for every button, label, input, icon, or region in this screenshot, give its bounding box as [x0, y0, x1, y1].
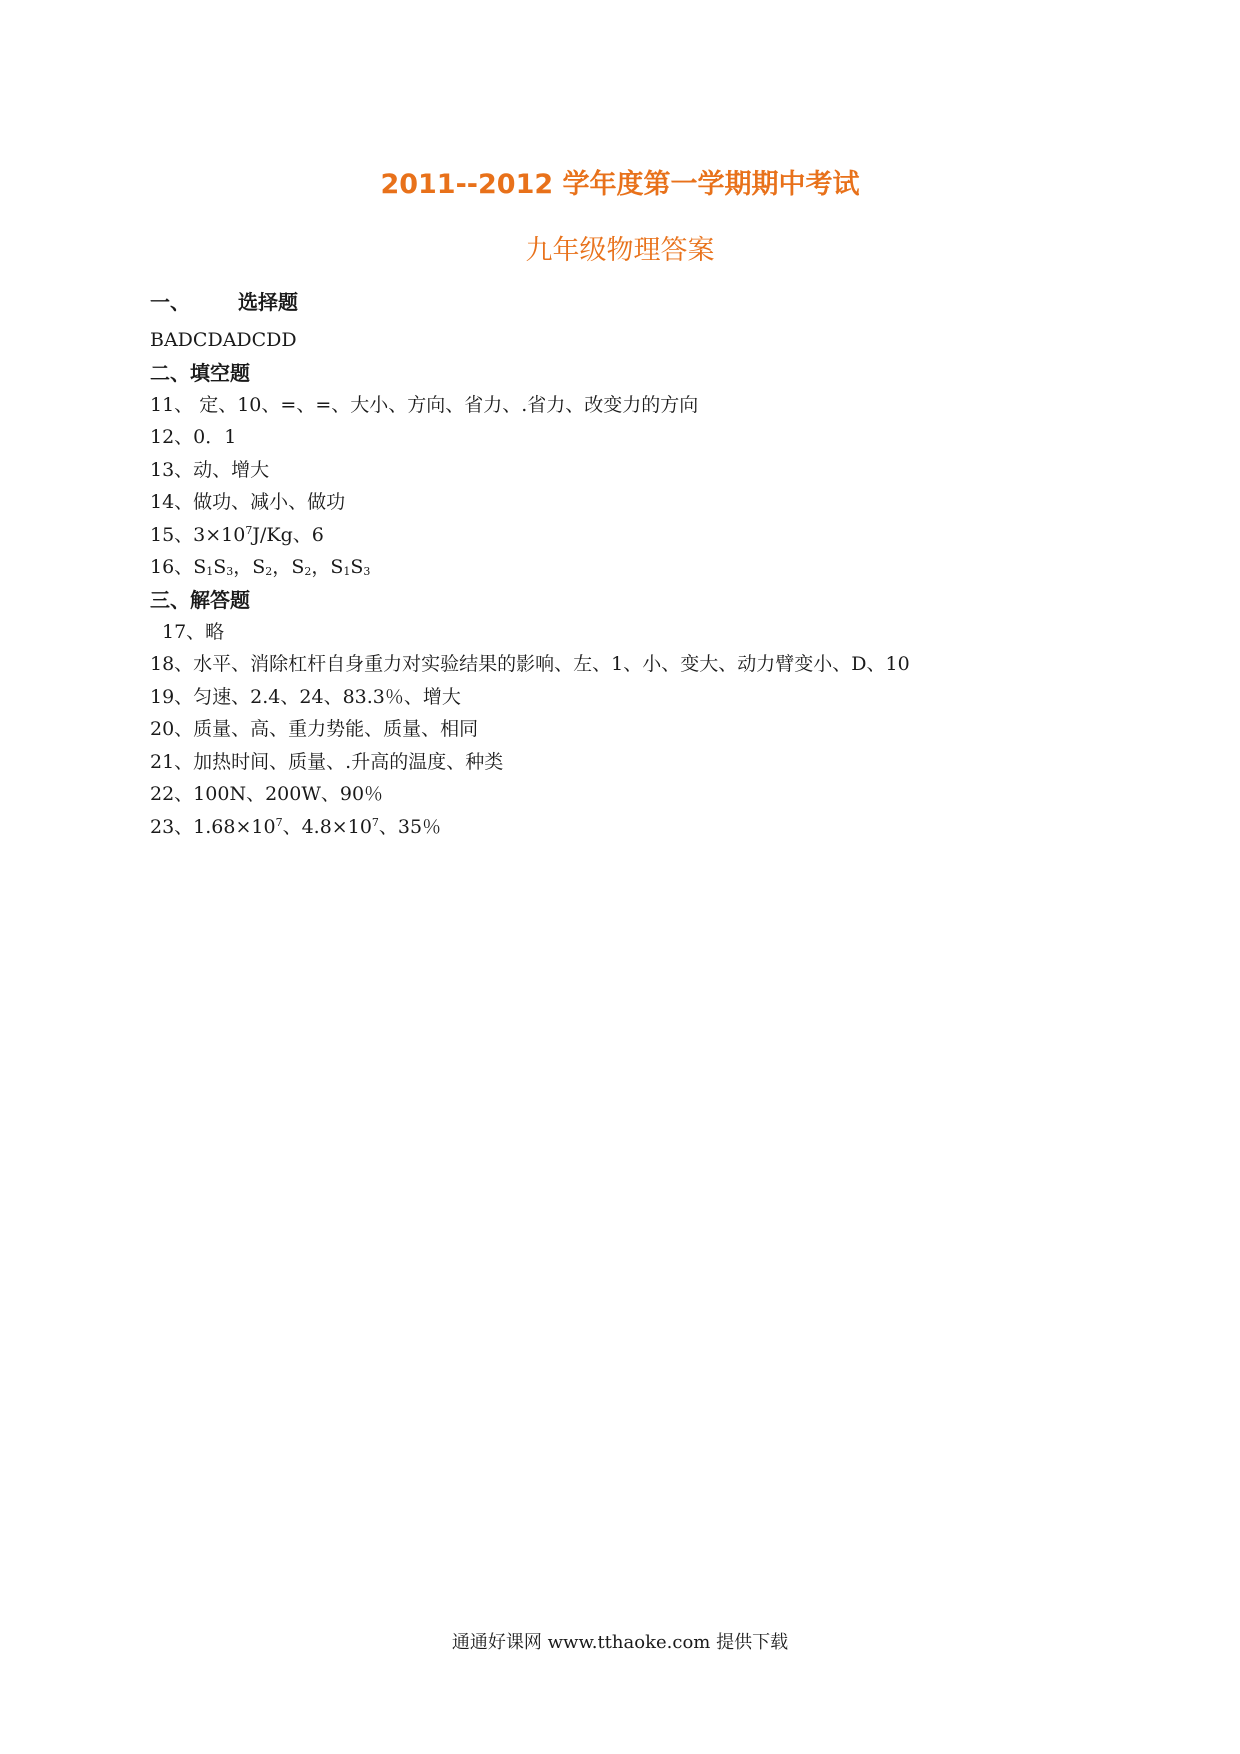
answer-14: 14、做功、减小、做功 — [150, 491, 346, 513]
switch-symbol: S — [193, 556, 207, 578]
answer-18: 18、水平、消除杠杆自身重力对实验结果的影响、左、1、小、变大、动力臂变小、D、10 — [150, 653, 910, 675]
separator: ， — [233, 556, 253, 578]
answer-23 — [150, 811, 1090, 844]
answer-15 — [150, 519, 1090, 552]
answer-11: 11、 定、10、=、=、大小、方向、省力、.省力、改变力的方向 — [150, 393, 699, 416]
answer-23-exponent: 7 — [275, 815, 283, 829]
switch-index: 2 — [304, 565, 312, 578]
switch-symbol: S — [252, 556, 266, 578]
section-choice-heading — [150, 286, 1090, 318]
switch-symbol: S — [350, 556, 364, 578]
separator: ， — [272, 556, 292, 578]
answer-body — [150, 286, 1090, 843]
answer-22: 22、100N、200W、90％ — [150, 783, 384, 805]
switch-index: 1 — [343, 565, 351, 578]
answer-15-text: 15、3×10 — [150, 523, 246, 546]
section-number: 一、 — [150, 290, 190, 314]
switch-index: 1 — [206, 565, 214, 578]
switch-index: 3 — [226, 565, 234, 578]
answer-23-exponent: 7 — [371, 815, 379, 829]
answer-23-text: 、35％ — [378, 815, 442, 838]
section-fill-heading: 二、填空题 — [150, 360, 250, 385]
choice-answers: BADCDADCDD — [150, 329, 297, 351]
answer-13: 13、动、增大 — [150, 458, 270, 481]
switch-symbol: S — [330, 556, 344, 578]
answer-23-text: 、4.8×10 — [282, 815, 372, 838]
answer-15-exponent: 7 — [245, 523, 253, 537]
answer-21: 21、加热时间、质量、.升高的温度、种类 — [150, 750, 504, 773]
section-title: 选择题 — [238, 290, 298, 314]
answer-16 — [150, 551, 1090, 584]
switch-index: 2 — [265, 565, 273, 578]
page-footer: 通通好课网 www.tthaoke.com 提供下载 — [451, 1632, 789, 1653]
answer-15-unit: J/Kg、6 — [252, 523, 324, 546]
switch-symbol: S — [291, 556, 305, 578]
answer-23-text: 23、1.68×10 — [150, 815, 276, 838]
separator: ， — [311, 556, 331, 578]
switch-index: 3 — [363, 565, 371, 578]
exam-title: 2011--2012 学年度第一学期期中考试 — [380, 169, 860, 200]
answer-12: 12、0．1 — [150, 426, 237, 448]
answer-19: 19、匀速、2.4、24、83.3％、增大 — [150, 685, 461, 708]
switch-symbol: S — [213, 556, 227, 578]
answer-20: 20、质量、高、重力势能、质量、相同 — [150, 718, 479, 740]
section-solve-heading: 三、解答题 — [150, 587, 250, 612]
exam-subtitle: 九年级物理答案 — [525, 235, 715, 266]
answer-17: 17、略 — [162, 620, 225, 643]
answer-16-number: 16、 — [150, 556, 194, 578]
